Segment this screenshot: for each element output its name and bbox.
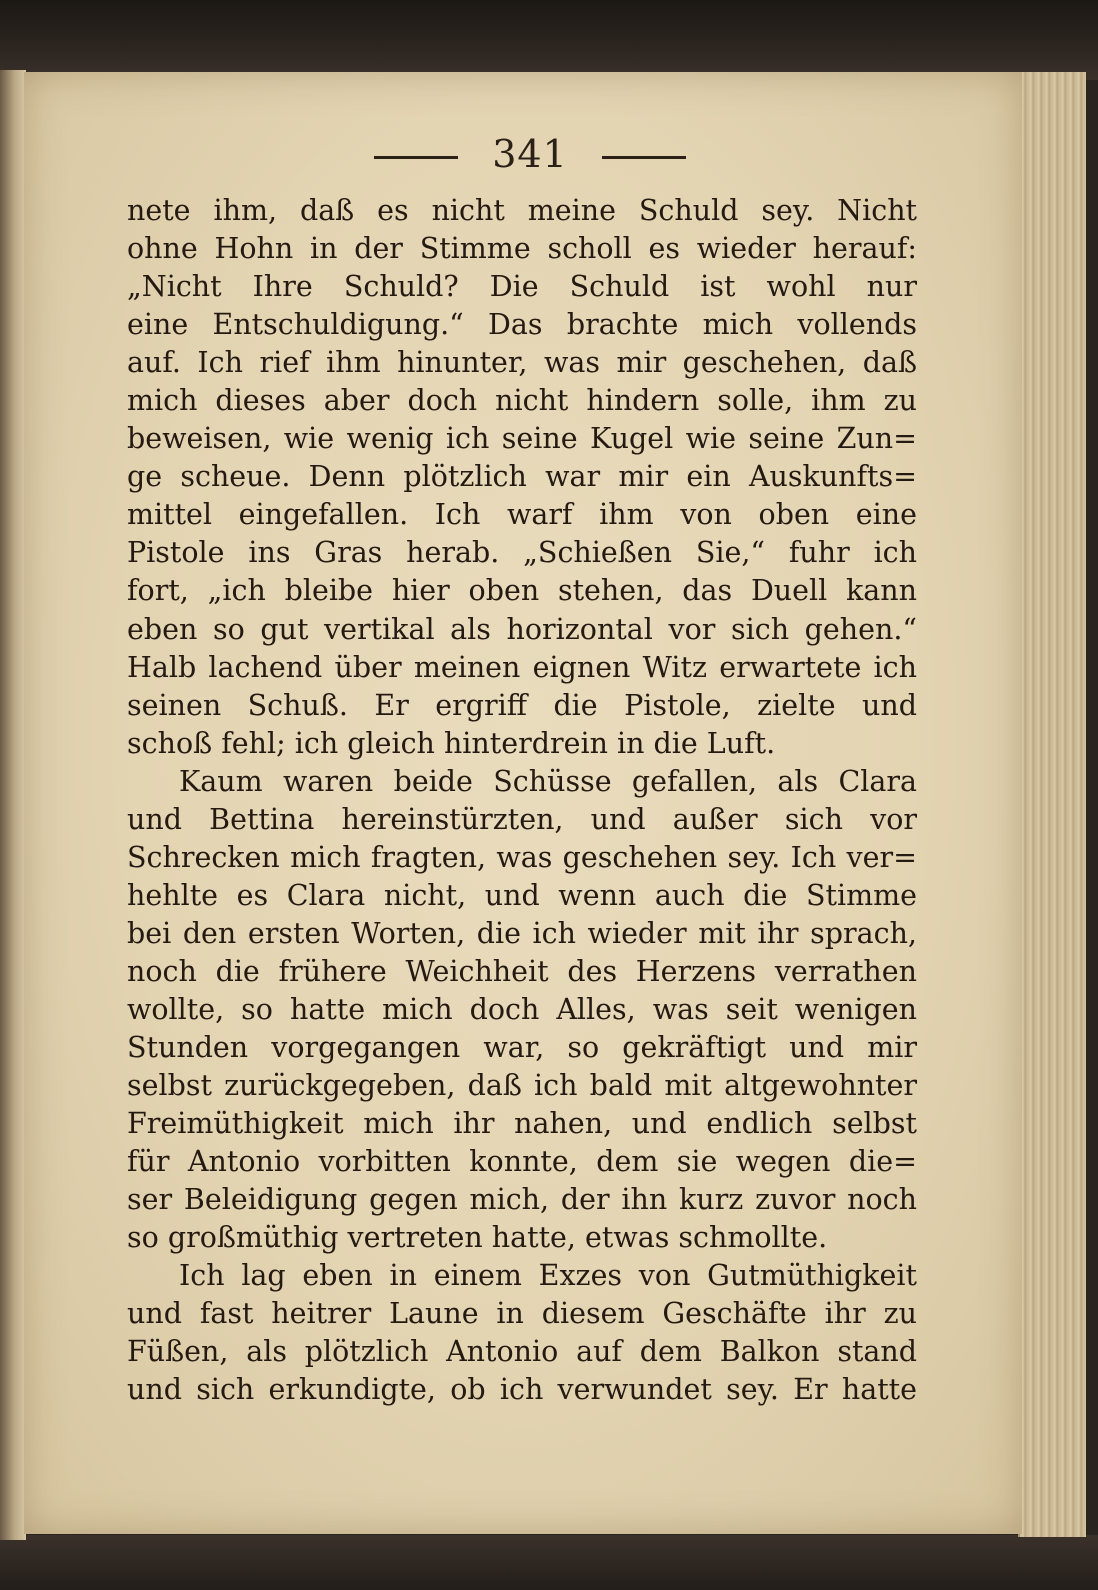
text-line: nete ihm, daß es nicht meine Schuld sey. Nicht [127,194,917,227]
header-rule-left [374,156,458,159]
text-line: ge scheue. Denn plötzlich war mir ein Auskunfts= [127,460,917,494]
text-line: „Nicht Ihre Schuld? Die Schuld ist wohl nur [127,270,917,304]
text-line: mich dieses aber doch nicht hindern solle, ihm zu [127,384,917,418]
text-line: Füßen, als plötzlich Antonio auf dem Balkon stand [127,1335,917,1369]
text-line: und sich erkundigte, ob ich verwundet sey. Er hatte [127,1373,917,1407]
text-line: so großmüthig vertreten hatte, etwas schmollte. [127,1221,828,1255]
text-line: eine Entschuldigung.“ Das brachte mich vollends [127,308,917,342]
text-line: fort, „ich bleibe hier oben stehen, das Duell kann [127,574,917,608]
paragraph-start-line: Ich lag eben in einem Exzes von Gutmüthigkeit [179,1259,917,1293]
text-line: schoß fehl; ich gleich hinterdrein in die Luft. [127,726,776,760]
text-line: auf. Ich rief ihm hinunter, was mir geschehen, daß [127,346,917,380]
text-line: Pistole ins Gras herab. „Schießen Sie,“ fuhr ich [127,536,917,570]
text-line: eben so gut vertikal als horizontal vor sich gehen.“ [127,612,917,646]
text-line: Halb lachend über meinen eignen Witz erwartete ich [127,650,917,684]
text-line: für Antonio vorbitten konnte, dem sie wegen die= [127,1145,917,1179]
page-header [0,132,1060,176]
paragraph-start-line: Kaum waren beide Schüsse gefallen, als Clara [179,764,917,798]
text-line: und fast heitrer Laune in diesem Geschäfte ihr zu [127,1297,917,1331]
header-rule-right [602,156,686,159]
text-line: hehlte es Clara nicht, und wenn auch die Stimme [127,878,917,912]
text-line: Schrecken mich fragten, was geschehen sey. Ich ver= [127,840,917,874]
text-line: selbst zurückgegeben, daß ich bald mit altgewohnter [127,1069,917,1103]
text-line: und Bettina hereinstürzten, und außer sich vor [127,802,917,836]
text-line: Stunden vorgegangen war, so gekräftigt und mir [127,1031,917,1065]
text-line: ohne Hohn in der Stimme scholl es wieder herauf: [127,232,917,266]
text-line: noch die frühere Weichheit des Herzens verrathen [127,954,917,988]
text-line: Freimüthigkeit mich ihr nahen, und endlich selbst [127,1107,917,1141]
book-cover-top [0,0,1098,80]
page-number: 341 [492,132,568,176]
page-gutter [0,70,26,1540]
text-line: bei den ersten Worten, die ich wieder mit ihr sprach, [127,916,917,950]
text-line: ser Beleidigung gegen mich, der ihn kurz zuvor noch [127,1183,917,1217]
page-stack-edge [1018,72,1086,1537]
text-line: seinen Schuß. Er ergriff die Pistole, zielte und [127,688,917,722]
text-line: beweisen, wie wenig ich seine Kugel wie seine Zun= [127,422,917,456]
body-text [127,192,917,1410]
text-line: mittel eingefallen. Ich warf ihm von oben eine [127,498,917,532]
text-line: wollte, so hatte mich doch Alles, was seit wenigen [127,992,917,1026]
book-cover-bottom [0,1535,1098,1590]
